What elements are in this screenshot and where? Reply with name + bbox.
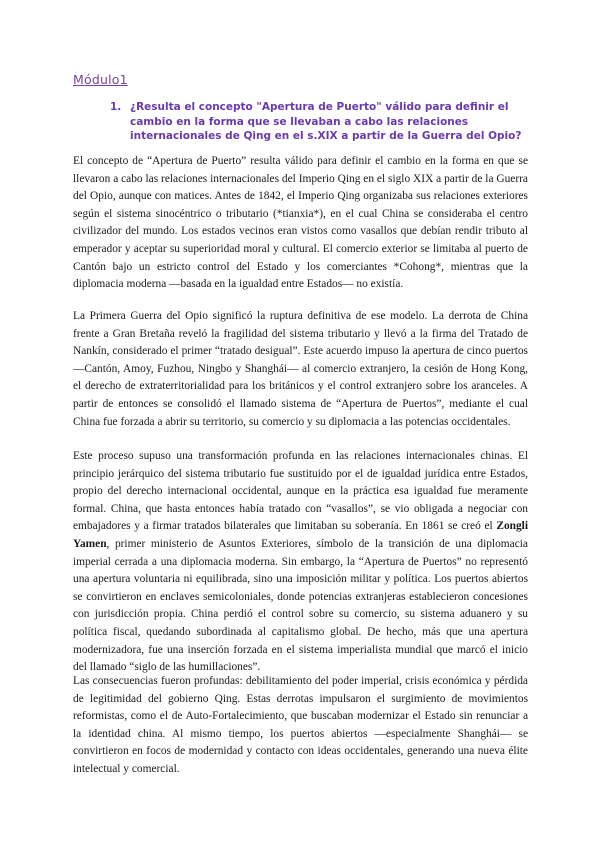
module-title: Módulo1	[73, 72, 128, 87]
question-item	[110, 100, 540, 144]
paragraph-3-part-b: , primer ministerio de Asuntos Exteriores, símbolo de la transición de una diplomacia imperial cerrada a una diplomacia moderna. Sin embargo, la “Apertura de Puertos” no representó una apertura voluntaria ni equilibrada, sino una imposición militar y política. Los puertos abiertos se convirtieron en enclaves semicoloniales, donde potencias extranjeras establecieron concesiones con jurisdicción propia. China perdió el control sobre su comercio, su sistema aduanero y su política fiscal, quedando subordinada al capitalismo global. De hecho, más que una apertura modernizadora, fue una inserción forzada en el sistema imperialista mundial que marcó el inicio del llamado “siglo de las humillaciones”.	[73, 537, 528, 674]
paragraph-3-part-a: Este proceso supuso una transformación profunda en las relaciones internacionales chinas. El principio jerárquico del sistema tributario fue sustituido por el de igualdad jurídica entre Estados, propio del derecho internacional occidental, aunque en la práctica esa igualdad fue meramente formal. China, que hasta entonces había tratado con “vasallos”, se vio obligada a negociar con embajadores y a firmar tratados bilaterales que limitaban su soberanía. En 1861 se creó el	[73, 450, 528, 533]
paragraph-2: La Primera Guerra del Opio significó la ruptura definitiva de ese modelo. La derrota de China frente a Gran Bretaña reveló la fragilidad del sistema tributario y llevó a la firma del Tratado de Nankín, considerado el primer “tratado desigual”. Este acuerdo impuso la apertura de cinco puertos —Cantón, Amoy, Fuzhou, Ningbo y Shanghái— al comercio extranjero, la cesión de Hong Kong, el derecho de extraterritorialidad para los británicos y el control extranjero sobre los aranceles. A partir de entonces se consolidó el llamado sistema de “Apertura de Puertos”, mediante el cual China fue forzada a abrir su territorio, su comercio y su diplomacia a las potencias occidentales.	[73, 310, 528, 428]
question-text: ¿Resulta el concepto "Apertura de Puerto" válido para definir el cambio en la forma que se llevaban a cabo las relaciones internacionales de Qing en el s.XIX a partir de la Guerra del Opio?	[130, 101, 522, 142]
paragraph-4: Las consecuencias fueron profundas: debilitamiento del poder imperial, crisis económica y pérdida de legitimidad del gobierno Qing. Estas derrotas impulsaron el surgimiento de movimientos reformistas, como el de Auto-Fortalecimiento, que buscaban modernizar el Estado sin renunciar a la identidad china. Al mismo tiempo, los puertos abiertos —especialmente Shanghái— se convirtieron en focos de modernidad y contacto con ideas occidentales, generando una nueva élite intelectual y comercial.	[73, 675, 528, 775]
paragraph-1: El concepto de “Apertura de Puerto” resulta válido para definir el cambio en la forma en que se llevaron a cabo las relaciones internacionales del Imperio Qing en el siglo XIX a partir de la Guerra del Opio, aunque con matices. Antes de 1842, el Imperio Qing organizaba sus relaciones exteriores según el sistema sinocéntrico o tributario (*tianxia*), en el cual China se consideraba el centro civilizador del mundo. Los estados vecinos eran vistos como vasallos que debían rendir tributo al emperador y aceptar su superioridad moral y cultural. El comercio exterior se limitaba al puerto de Cantón bajo un estricto control del Estado y los comerciantes *Cohong*, mientras que la diplomacia moderna —basada en la igualdad entre Estados— no existía.	[73, 155, 528, 291]
question-number: 1.	[110, 101, 122, 113]
zongli-yamen-term: Zongli Yamen	[73, 520, 528, 550]
paragraph-3	[73, 448, 528, 677]
